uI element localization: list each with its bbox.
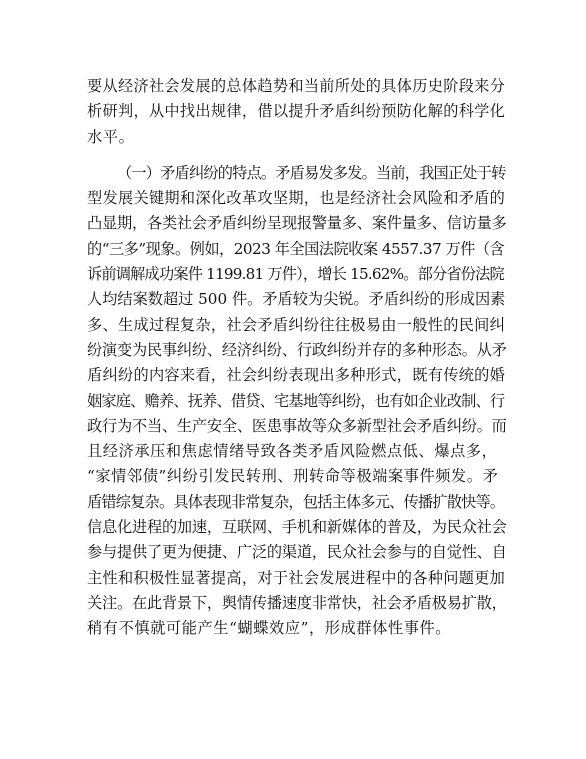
text-line: 人均结案数超过 500 件。矛盾较为尖锐。矛盾纠纷的形成因素	[87, 290, 506, 309]
text-line: 主性和积极性显著提高，对于社会发展进程中的各种问题更加	[87, 568, 506, 587]
text-line: 水平。	[87, 127, 135, 146]
text-line: 的“三多”现象。例如，2023 年全国法院收案 4557.37 万件（含	[87, 239, 505, 258]
text-line: 盾错综复杂。具体表现非常复杂，包括主体多元、传播扩散快等。	[87, 492, 505, 511]
text-line: 凸显期，各类社会矛盾纠纷呈现报警量多、案件量多、信访量多	[87, 214, 507, 233]
document-body	[87, 74, 507, 642]
text-line: 要从经济社会发展的总体趋势和当前所处的具体历史阶段来分	[87, 77, 506, 95]
text-line: 参与提供了更为便捷、广泛的渠道，民众社会参与的自觉性、自	[87, 543, 507, 562]
text-line: 姻家庭、赡养、抚养、借贷、宅基地等纠纷，也有如企业改制、行	[87, 391, 505, 410]
text-line: 诉前调解成功案件 1199.81 万件），增长 15.62%。部分省份法院	[87, 265, 504, 284]
text-line: 析研判，从中找出规律，借以提升矛盾纠纷预防化解的科学化	[87, 102, 506, 121]
text-line: 盾纠纷的内容来看，社会纠纷表现出多种形式，既有传统的婚	[87, 366, 506, 385]
text-line: 关注。在此背景下，舆情传播速度非常快，社会矛盾极易扩散，	[87, 593, 507, 612]
text-line: 且经济承压和焦虑情绪导致各类矛盾风险燃点低、爆点多，	[87, 442, 498, 461]
text-line: 纷演变为民事纠纷、经济纠纷、行政纠纷并存的多种形态。从矛	[87, 340, 507, 359]
text-line: 政行为不当、生产安全、医患事故等众多新型社会矛盾纠纷。而	[87, 416, 507, 435]
paragraph-heading-line: （一）矛盾纠纷的特点。矛盾易发多发。当前，我国正处于转	[117, 163, 506, 182]
text-line: 信息化进程的加速，互联网、手机和新媒体的普及，为民众社会	[87, 518, 507, 537]
text-line: 型发展关键期和深化改革攻坚期，也是经济社会风险和矛盾的	[87, 189, 506, 208]
text-line: 稍有不慎就可能产生“蝴蝶效应”，形成群体性事件。	[87, 619, 452, 638]
text-line: “家情邻债”纠纷引发民转刑、刑转命等极端案事件频发。矛	[87, 467, 499, 486]
text-line: 多、生成过程复杂，社会矛盾纠纷往往极易由一般性的民间纠	[87, 315, 506, 334]
